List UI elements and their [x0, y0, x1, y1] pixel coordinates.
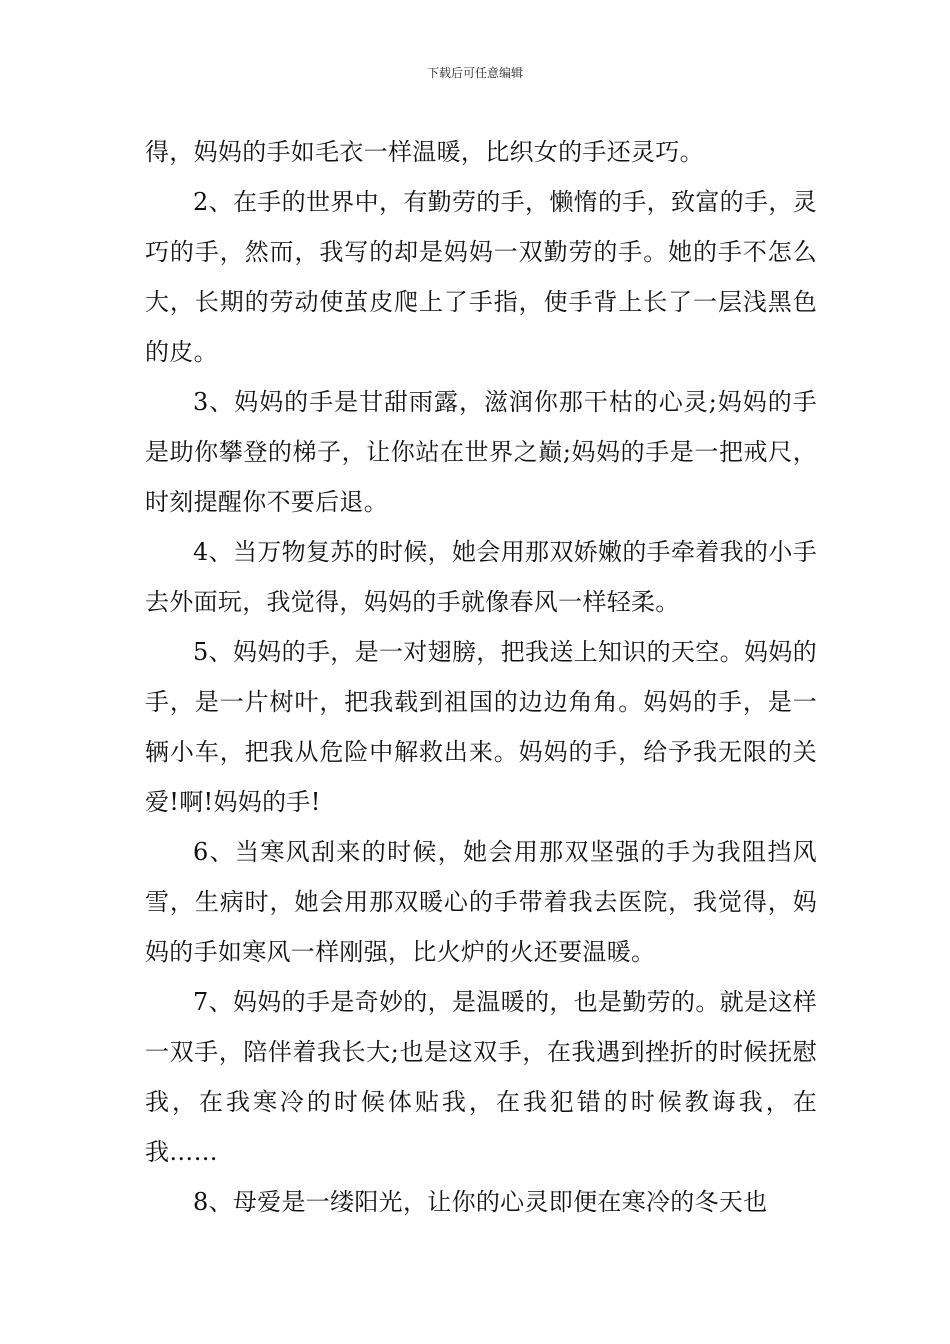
paragraph-1: 得，妈妈的手如毛衣一样温暖，比织女的手还灵巧。 — [145, 138, 704, 166]
paragraph-4: 4、当万物复苏的时候，她会用那双娇嫩的手牵着我的小手去外面玩，我觉得，妈妈的手就像春风一样轻柔。 — [145, 538, 817, 616]
paragraph-2: 2、在手的世界中，有勤劳的手，懒惰的手，致富的手，灵巧的手，然而，我写的却是妈妈一双勤劳的手。她的手不怎么大，长期的劳动使茧皮爬上了手指，使手背上长了一层浅黑色的皮。 — [145, 188, 817, 366]
paragraph-7: 7、妈妈的手是奇妙的，是温暖的，也是勤劳的。就是这样一双手，陪伴着我长大;也是这双手，在我遇到挫折的时候抚慰我，在我寒冷的时候体贴我，在我犯错的时候教诲我，在我…… — [145, 988, 817, 1166]
paragraph-8: 8、母爱是一缕阳光，让你的心灵即便在寒冷的冬天也 — [193, 1188, 768, 1216]
paragraph-6: 6、当寒风刮来的时候，她会用那双坚强的手为我阻挡风雪，生病时，她会用那双暖心的手带着我去医院，我觉得，妈妈的手如寒风一样刚强，比火炉的火还要温暖。 — [145, 838, 817, 966]
paragraph-5: 5、妈妈的手，是一对翅膀，把我送上知识的天空。妈妈的手，是一片树叶，把我载到祖国的边边角角。妈妈的手，是一辆小车，把我从危险中解救出来。妈妈的手，给予我无限的关爱!啊!妈妈的手! — [145, 638, 817, 816]
header-note: 下载后可任意编辑 — [426, 66, 523, 80]
paragraph-3: 3、妈妈的手是甘甜雨露，滋润你那干枯的心灵;妈妈的手是助你攀登的梯子，让你站在世界之巅;妈妈的手是一把戒尺，时刻提醒你不要后退。 — [145, 388, 817, 516]
document-body — [145, 127, 817, 1227]
